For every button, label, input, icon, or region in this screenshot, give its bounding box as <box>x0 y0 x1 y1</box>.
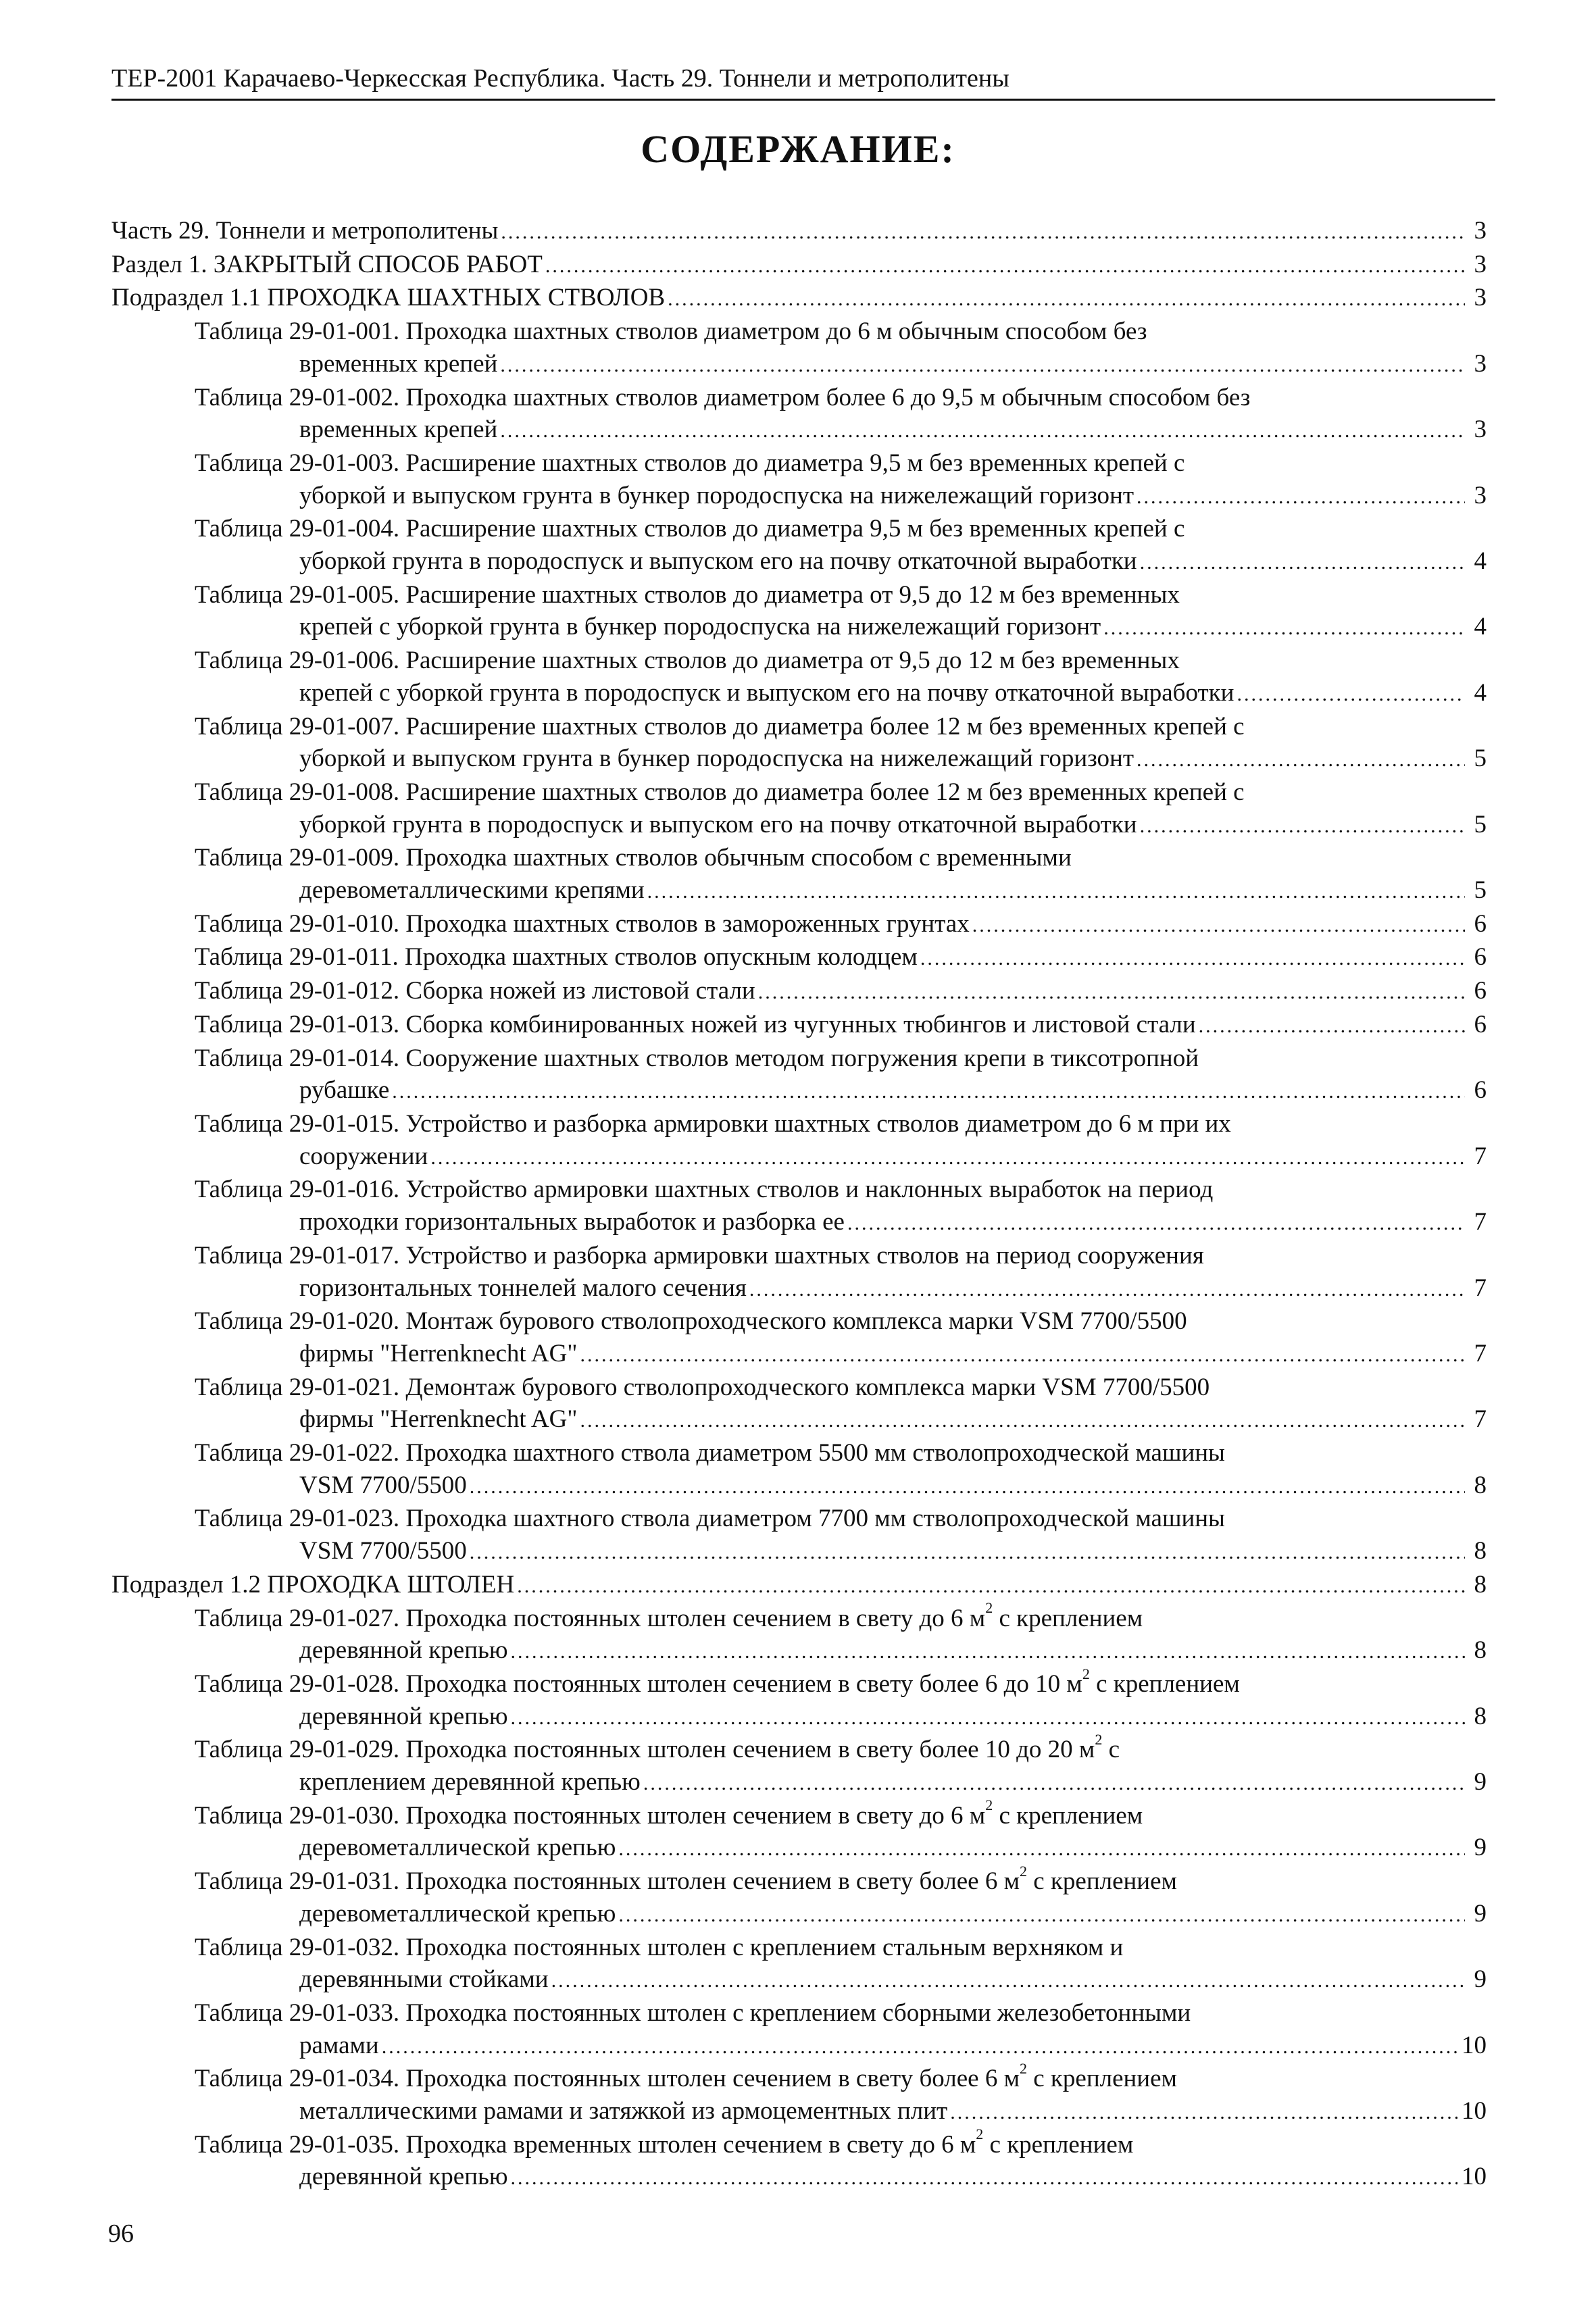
toc-entry-title: Таблица 29-01-016. Устройство армировки шахтных стволов и наклонных выработок на период <box>195 1176 1214 1204</box>
toc-page-number: 9 <box>1474 1768 1487 1796</box>
toc-entry-continuation <box>195 413 1487 447</box>
toc-entry-text: фирмы "Herrenknecht AG" <box>299 1405 578 1434</box>
toc-table-entry[interactable] <box>111 382 1487 447</box>
toc-entry-title: Таблица 29-01-015. Устройство и разборка армировки шахтных стволов диаметром до 6 м при их <box>195 1109 1231 1138</box>
toc-entry-title: Таблица 29-01-031. Проходка постоянных штолен сечением в свету более 6 $м^2$ с креплением <box>195 1862 1177 1896</box>
toc-page-number: 5 <box>1474 876 1487 905</box>
toc-leader-dots <box>551 1965 1465 1997</box>
toc-table-entry[interactable] <box>111 1108 1487 1174</box>
toc-entry-continuation <box>195 1403 1487 1437</box>
toc-page-number: 3 <box>1474 349 1487 378</box>
toc-entry-continuation <box>195 1832 1487 1865</box>
toc-leader-dots <box>517 1570 1465 1603</box>
table-of-contents <box>111 215 1487 2194</box>
toc-table-entry[interactable] <box>111 447 1487 513</box>
toc-leader-dots <box>1140 810 1465 842</box>
toc-entry-continuation <box>195 1272 1487 1306</box>
toc-table-entry[interactable] <box>111 842 1487 907</box>
toc-leader-dots <box>618 1899 1465 1932</box>
toc-entry-title <box>111 1569 1487 1603</box>
toc-leader-dots <box>500 415 1465 447</box>
toc-entry-title: Таблица 29-01-006. Расширение шахтных стволов до диаметра от 9,5 до 12 м без временных <box>195 647 1180 675</box>
toc-table-entry[interactable] <box>111 1042 1487 1108</box>
toc-table-entry[interactable] <box>111 1174 1487 1239</box>
toc-leader-dots <box>511 1702 1465 1734</box>
toc-entry-title <box>195 1009 1487 1042</box>
toc-page-number: 3 <box>1474 284 1487 312</box>
toc-entry-text: Таблица 29-01-013. Сборка комбинированных ножей из чугунных тюбингов и листовой стали <box>195 1010 1196 1038</box>
toc-entry-text: горизонтальных тоннелей малого сечения <box>299 1274 747 1302</box>
toc-leader-dots <box>920 942 1465 975</box>
toc-table-entry[interactable] <box>111 941 1487 975</box>
toc-table-entry[interactable] <box>111 1372 1487 1437</box>
page-title: СОДЕРЖАНИЕ: <box>641 127 955 171</box>
toc-page-number: 8 <box>1474 1570 1487 1599</box>
toc-entry-text: VSM 7700/5500 <box>299 1471 467 1499</box>
toc-entry-text: крепей с уборкой грунта в породоспуск и выпуском его на почву откаточной выработки <box>299 678 1235 707</box>
toc-entry-text: деревянной крепью <box>299 2163 508 2191</box>
toc-entry-title <box>111 249 1487 282</box>
toc-entry-continuation <box>195 809 1487 842</box>
toc-page-number: 3 <box>1474 250 1487 278</box>
page-number: 96 <box>108 2219 134 2248</box>
toc-entry-continuation <box>195 1206 1487 1240</box>
toc-entry-text: рубашке <box>299 1076 390 1105</box>
toc-entry-text: фирмы "Herrenknecht AG" <box>299 1339 578 1367</box>
toc-page-number: 7 <box>1474 1274 1487 1302</box>
toc-table-entry[interactable] <box>111 1437 1487 1503</box>
toc-table-entry[interactable] <box>111 316 1487 381</box>
toc-entry-continuation <box>195 1963 1487 1997</box>
toc-table-entry[interactable] <box>111 1599 1487 1668</box>
toc-leader-dots <box>470 1471 1465 1503</box>
toc-page-number: 4 <box>1474 613 1487 641</box>
toc-entry-title <box>111 282 1487 316</box>
toc-page-number: 3 <box>1474 416 1487 444</box>
toc-leader-dots <box>643 1767 1465 1800</box>
toc-leader-dots <box>668 283 1465 316</box>
toc-entry-title: Таблица 29-01-035. Проходка временных штолен сечением в свету до 6 $м^2$ с креплением <box>195 2126 1134 2159</box>
toc-entry-title: Таблица 29-01-002. Проходка шахтных стволов диаметром более 6 до 9,5 м обычным способом без <box>195 383 1251 411</box>
toc-entry-continuation <box>195 1634 1487 1668</box>
toc-entry-title: Таблица 29-01-020. Монтаж бурового стволопроходческого комплекса марки VSM 7700/5500 <box>195 1307 1187 1336</box>
toc-entry-text: деревометаллическими крепями <box>299 876 645 905</box>
toc-entry-text: деревянной крепью <box>299 1636 508 1665</box>
toc-entry-text: рамами <box>299 2031 379 2059</box>
toc-page-number: 3 <box>1474 217 1487 245</box>
toc-entry-text: Таблица 29-01-011. Проходка шахтных стволов опускным колодцем <box>195 943 918 972</box>
toc-section-entry[interactable] <box>111 249 1487 282</box>
toc-entry-text: металлическими рамами и затяжкой из армоцементных плит <box>299 2097 948 2126</box>
toc-leader-dots <box>470 1536 1465 1569</box>
toc-leader-dots <box>1140 547 1465 579</box>
toc-entry-text: уборкой и выпуском грунта в бункер породоспуска на нижележащий горизонт <box>299 481 1134 509</box>
toc-entry-title: Таблица 29-01-004. Расширение шахтных стволов до диаметра 9,5 м без временных крепей с <box>195 515 1185 543</box>
toc-table-entry[interactable] <box>111 711 1487 776</box>
toc-page-number: 9 <box>1474 1965 1487 1994</box>
toc-page-number: 9 <box>1474 1834 1487 1862</box>
toc-entry-continuation <box>195 2161 1487 2194</box>
toc-entry-continuation <box>195 611 1487 645</box>
toc-leader-dots <box>382 2031 1457 2063</box>
toc-page-number: 10 <box>1462 2031 1487 2059</box>
toc-entry-continuation <box>195 1469 1487 1503</box>
toc-entry-title: Таблица 29-01-028. Проходка постоянных штолен сечением в свету более 6 до 10 $м^2$ с креплением <box>195 1665 1240 1698</box>
toc-leader-dots <box>392 1076 1465 1108</box>
toc-page-number: 4 <box>1474 678 1487 707</box>
toc-entry-title: Таблица 29-01-003. Расширение шахтных стволов до диаметра 9,5 м без временных крепей с <box>195 449 1185 477</box>
toc-entry-text: Подраздел 1.2 ПРОХОДКА ШТОЛЕН <box>111 1570 515 1599</box>
toc-page-number: 8 <box>1474 1471 1487 1499</box>
toc-leader-dots <box>950 2096 1457 2129</box>
toc-entry-text: деревянными стойками <box>299 1965 549 1994</box>
running-header: ТЕР-2001 Карачаево-Черкесская Республика. Часть 29. Тоннели и метрополитены <box>111 64 1009 93</box>
toc-table-entry[interactable] <box>111 1503 1487 1568</box>
toc-entry-continuation <box>195 480 1487 513</box>
toc-entry-title: Таблица 29-01-029. Проходка постоянных штолен сечением в свету более 10 до 20 $м^2$ с <box>195 1731 1120 1764</box>
toc-table-entry[interactable] <box>111 776 1487 842</box>
toc-entry-text: проходки горизонтальных выработок и разборка ее <box>299 1208 845 1236</box>
toc-entry-title <box>195 908 1487 942</box>
toc-entry-title: Таблица 29-01-023. Проходка шахтного ствола диаметром 7700 мм стволопроходческой машины <box>195 1505 1225 1533</box>
toc-entry-title <box>195 941 1487 975</box>
toc-leader-dots <box>647 876 1465 908</box>
toc-entry-title: Таблица 29-01-017. Устройство и разборка армировки шахтных стволов на период сооружения <box>195 1241 1204 1269</box>
toc-entry-text: Раздел 1. ЗАКРЫТЫЙ СПОСОБ РАБОТ <box>111 250 543 278</box>
toc-entry-title <box>111 215 1487 249</box>
toc-leader-dots <box>972 909 1465 942</box>
toc-table-entry[interactable] <box>111 1862 1487 1931</box>
toc-leader-dots <box>1103 612 1465 645</box>
toc-leader-dots <box>501 216 1465 249</box>
toc-page-number: 7 <box>1474 1142 1487 1170</box>
toc-page-number: 5 <box>1474 810 1487 838</box>
toc-entry-continuation <box>195 677 1487 711</box>
toc-page-number: 9 <box>1474 1899 1487 1928</box>
toc-entry-text: уборкой грунта в породоспуск и выпуском его на почву откаточной выработки <box>299 810 1137 838</box>
toc-page-number: 6 <box>1474 909 1487 938</box>
toc-entry-title: Таблица 29-01-032. Проходка постоянных штолен с креплением стальным верхняком и <box>195 1933 1124 1961</box>
toc-entry-title: Таблица 29-01-007. Расширение шахтных стволов до диаметра более 12 м без временных крепей с <box>195 712 1245 740</box>
toc-entry-text: сооружении <box>299 1142 428 1170</box>
toc-entry-continuation <box>195 348 1487 382</box>
toc-leader-dots <box>545 250 1465 282</box>
toc-entry-title: Таблица 29-01-027. Проходка постоянных штолен сечением в свету до 6 $м^2$ с креплением <box>195 1599 1143 1632</box>
toc-entry-title: Таблица 29-01-009. Проходка шахтных стволов обычным способом с временными <box>195 844 1072 872</box>
toc-table-entry[interactable] <box>111 1240 1487 1305</box>
toc-entry-text: временных крепей <box>299 349 498 378</box>
toc-entry-text: деревометаллической крепью <box>299 1834 616 1862</box>
toc-leader-dots <box>749 1274 1465 1306</box>
toc-entry-title <box>195 975 1487 1009</box>
toc-page-number: 8 <box>1474 1702 1487 1730</box>
toc-entry-continuation <box>195 1074 1487 1108</box>
toc-entry-continuation <box>195 2095 1487 2129</box>
toc-table-entry[interactable] <box>111 2060 1487 2128</box>
toc-leader-dots <box>580 1405 1465 1437</box>
toc-table-entry[interactable] <box>111 975 1487 1009</box>
toc-entry-title: Таблица 29-01-034. Проходка постоянных штолен сечением в свету более 6 $м^2$ с креплением <box>195 2060 1177 2093</box>
toc-page-number: 6 <box>1474 1010 1487 1038</box>
toc-entry-title: Таблица 29-01-030. Проходка постоянных штолен сечением в свету до 6 $м^2$ с креплением <box>195 1796 1143 1830</box>
toc-leader-dots <box>1237 678 1465 711</box>
toc-entry-continuation <box>195 1766 1487 1800</box>
toc-entry-text: деревометаллической крепью <box>299 1899 616 1928</box>
header-rule <box>111 99 1495 101</box>
toc-entry-text: Таблица 29-01-010. Проходка шахтных стволов в замороженных грунтах <box>195 909 970 938</box>
toc-table-entry[interactable] <box>111 1997 1487 2063</box>
toc-entry-text: Подраздел 1.1 ПРОХОДКА ШАХТНЫХ СТВОЛОВ <box>111 284 666 312</box>
toc-page-number: 7 <box>1474 1208 1487 1236</box>
toc-section-entry[interactable] <box>111 282 1487 316</box>
toc-table-entry[interactable] <box>111 1665 1487 1734</box>
toc-leader-dots <box>1137 744 1465 776</box>
toc-entry-continuation <box>195 545 1487 579</box>
toc-page-number: 4 <box>1474 547 1487 576</box>
toc-entry-continuation <box>195 874 1487 908</box>
toc-table-entry[interactable] <box>111 908 1487 942</box>
toc-page-number: 5 <box>1474 745 1487 773</box>
toc-leader-dots <box>847 1207 1465 1240</box>
toc-entry-title: Таблица 29-01-022. Проходка шахтного ствола диаметром 5500 мм стволопроходческой машины <box>195 1439 1225 1467</box>
toc-page-number: 8 <box>1474 1636 1487 1665</box>
toc-entry-title: Таблица 29-01-014. Сооружение шахтных стволов методом погружения крепи в тиксотропной <box>195 1044 1199 1072</box>
toc-table-entry[interactable] <box>111 2126 1487 2194</box>
toc-table-entry[interactable] <box>111 1932 1487 1997</box>
toc-leader-dots <box>618 1833 1465 1865</box>
toc-page-number: 8 <box>1474 1537 1487 1565</box>
toc-table-entry[interactable] <box>111 1305 1487 1371</box>
toc-entry-title: Таблица 29-01-005. Расширение шахтных стволов до диаметра от 9,5 до 12 м без временных <box>195 580 1180 609</box>
toc-section-entry[interactable] <box>111 1569 1487 1603</box>
toc-entry-text: Таблица 29-01-012. Сборка ножей из листовой стали <box>195 977 755 1005</box>
toc-entry-continuation <box>195 2030 1487 2063</box>
toc-page-number: 7 <box>1474 1405 1487 1434</box>
toc-entry-title: Таблица 29-01-033. Проходка постоянных штолен с креплением сборными железобетонными <box>195 1998 1191 2027</box>
toc-entry-title: Таблица 29-01-021. Демонтаж бурового стволопроходческого комплекса марки VSM 7700/5500 <box>195 1373 1210 1401</box>
toc-table-entry[interactable] <box>111 645 1487 710</box>
toc-entry-title: Таблица 29-01-001. Проходка шахтных стволов диаметром до 6 м обычным способом без <box>195 318 1147 346</box>
toc-entry-continuation <box>195 1338 1487 1372</box>
toc-page-number: 6 <box>1474 943 1487 972</box>
toc-page-number: 10 <box>1462 2097 1487 2126</box>
toc-table-entry[interactable] <box>111 1731 1487 1799</box>
toc-page-number: 3 <box>1474 481 1487 509</box>
toc-page-number: 6 <box>1474 977 1487 1005</box>
toc-table-entry[interactable] <box>111 1796 1487 1865</box>
toc-leader-dots <box>500 349 1465 382</box>
toc-table-entry[interactable] <box>111 513 1487 578</box>
toc-entry-continuation <box>195 1898 1487 1932</box>
toc-leader-dots <box>511 2162 1457 2194</box>
toc-entry-continuation <box>195 1535 1487 1569</box>
toc-section-entry[interactable] <box>111 215 1487 249</box>
toc-entry-continuation <box>195 1140 1487 1174</box>
toc-entry-text: VSM 7700/5500 <box>299 1537 467 1565</box>
toc-leader-dots <box>430 1142 1465 1174</box>
toc-table-entry[interactable] <box>111 1009 1487 1042</box>
toc-leader-dots <box>511 1636 1465 1668</box>
toc-table-entry[interactable] <box>111 579 1487 645</box>
toc-entry-text: уборкой грунта в породоспуск и выпуском его на почву откаточной выработки <box>299 547 1137 576</box>
toc-leader-dots <box>580 1339 1465 1372</box>
toc-entry-text: Часть 29. Тоннели и метрополитены <box>111 217 499 245</box>
toc-entry-text: креплением деревянной крепью <box>299 1768 641 1796</box>
toc-entry-text: деревянной крепью <box>299 1702 508 1730</box>
toc-page-number: 6 <box>1474 1076 1487 1105</box>
toc-entry-continuation <box>195 743 1487 776</box>
toc-leader-dots <box>1137 481 1465 513</box>
toc-entry-continuation <box>195 1701 1487 1734</box>
toc-entry-text: крепей с уборкой грунта в бункер породоспуска на нижележащий горизонт <box>299 613 1101 641</box>
toc-entry-text: временных крепей <box>299 416 498 444</box>
toc-page-number: 7 <box>1474 1339 1487 1367</box>
toc-page-number: 10 <box>1462 2163 1487 2191</box>
toc-entry-text: уборкой и выпуском грунта в бункер породоспуска на нижележащий горизонт <box>299 745 1134 773</box>
toc-leader-dots <box>758 976 1465 1009</box>
toc-entry-title: Таблица 29-01-008. Расширение шахтных стволов до диаметра более 12 м без временных крепей с <box>195 778 1245 806</box>
toc-leader-dots <box>1199 1010 1465 1042</box>
